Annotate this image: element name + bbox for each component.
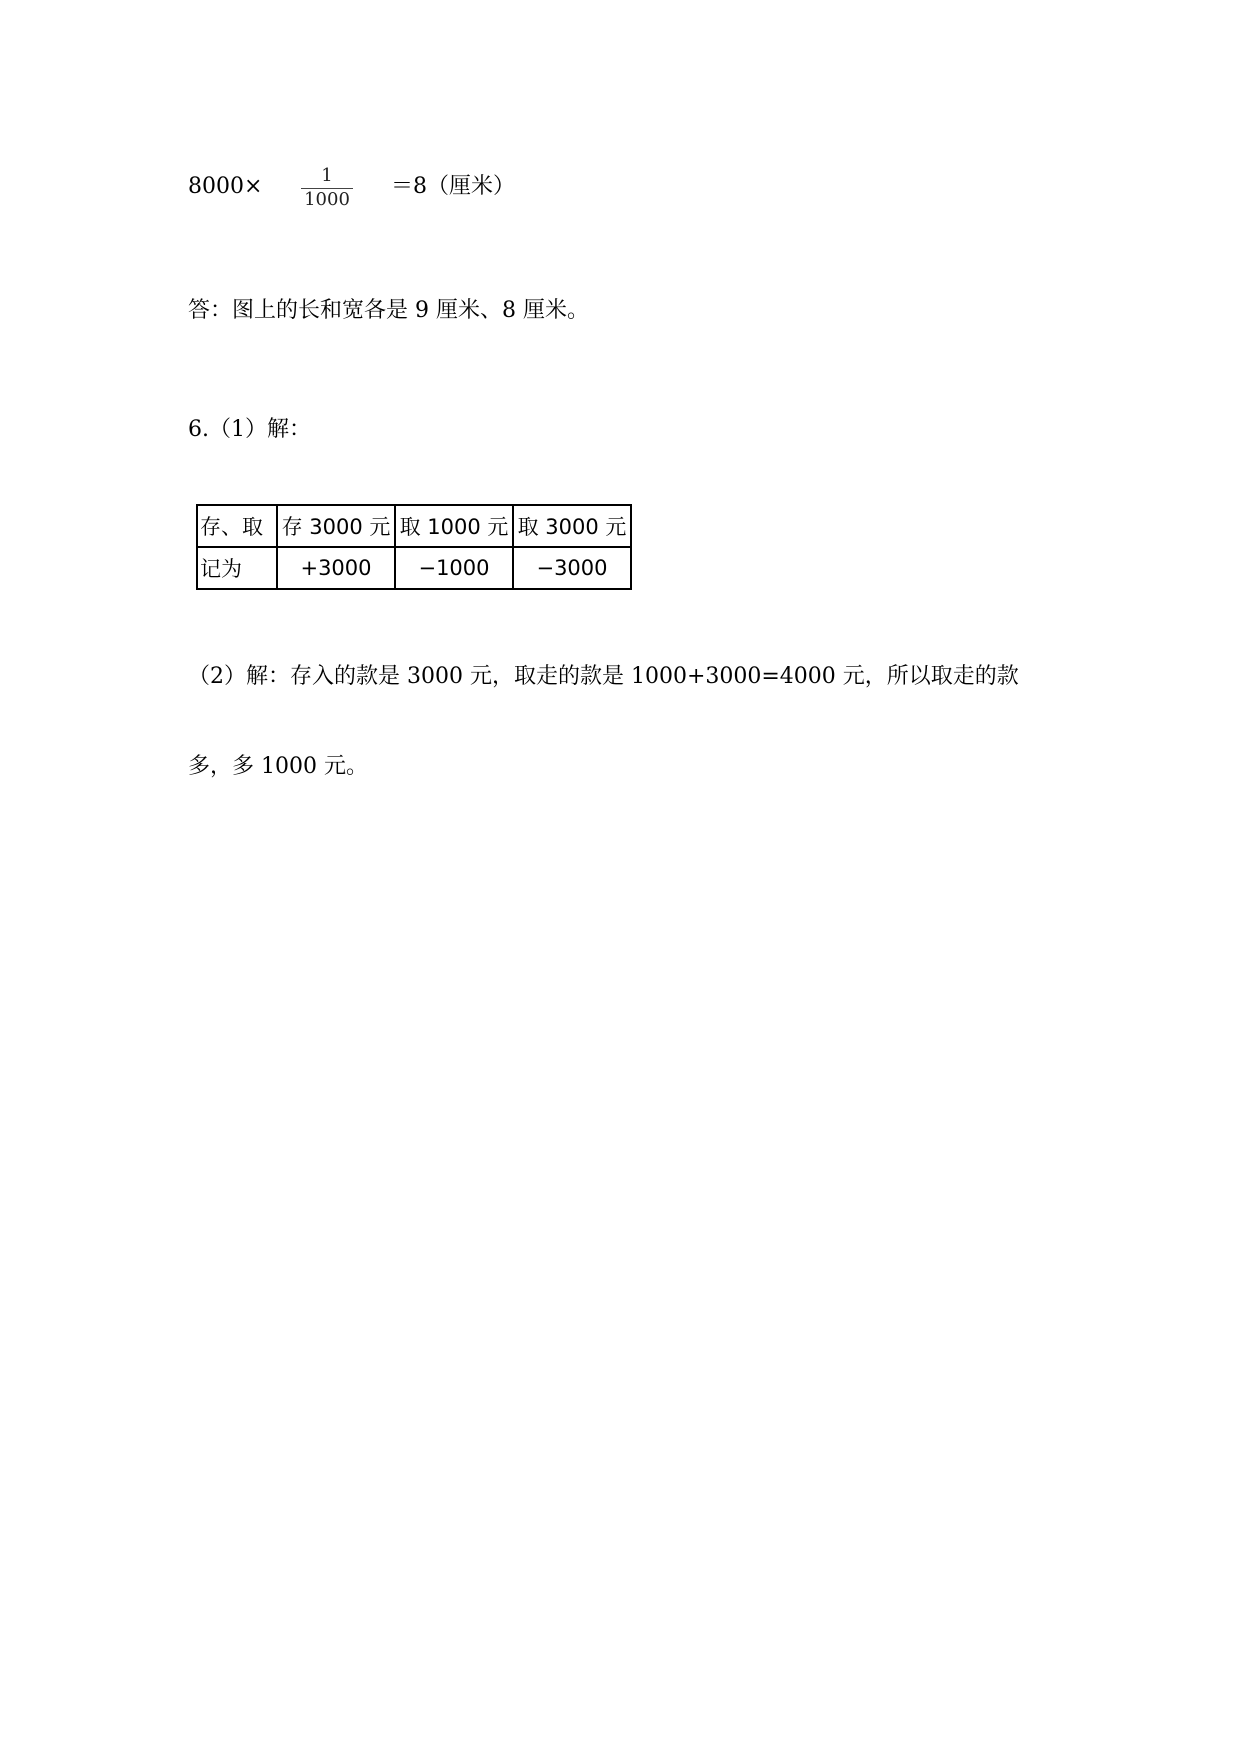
question6-part2-line1: （2）解：存入的款是 3000 元，取走的款是 1000+3000=4000 元，所以取走的款: [188, 664, 1019, 689]
fraction-denominator: 1000: [304, 189, 350, 210]
equation-lhs: 8000×: [188, 174, 263, 199]
deposit-withdrawal-table: [196, 504, 632, 590]
table-cell: −3000: [513, 547, 631, 589]
question6-part2-line2: 多，多 1000 元。: [188, 754, 368, 779]
table-cell: −1000: [395, 547, 513, 589]
equation-rhs: ＝8（厘米）: [391, 174, 515, 199]
table-cell: 取 3000 元: [513, 505, 631, 547]
fraction-numerator: 1: [321, 165, 333, 186]
table-cell: 取 1000 元: [395, 505, 513, 547]
answer-text: 答：图上的长和宽各是 9 厘米、8 厘米。: [188, 298, 589, 323]
table-header-row: [197, 505, 631, 547]
question6-part1-heading: 6.（1）解：: [188, 417, 311, 442]
table-cell: +3000: [277, 547, 395, 589]
fraction: [301, 166, 353, 212]
table-cell: 存 3000 元: [277, 505, 395, 547]
table-cell: 记为: [197, 547, 277, 589]
table-row: [197, 547, 631, 589]
table-cell: 存、取: [197, 505, 277, 547]
